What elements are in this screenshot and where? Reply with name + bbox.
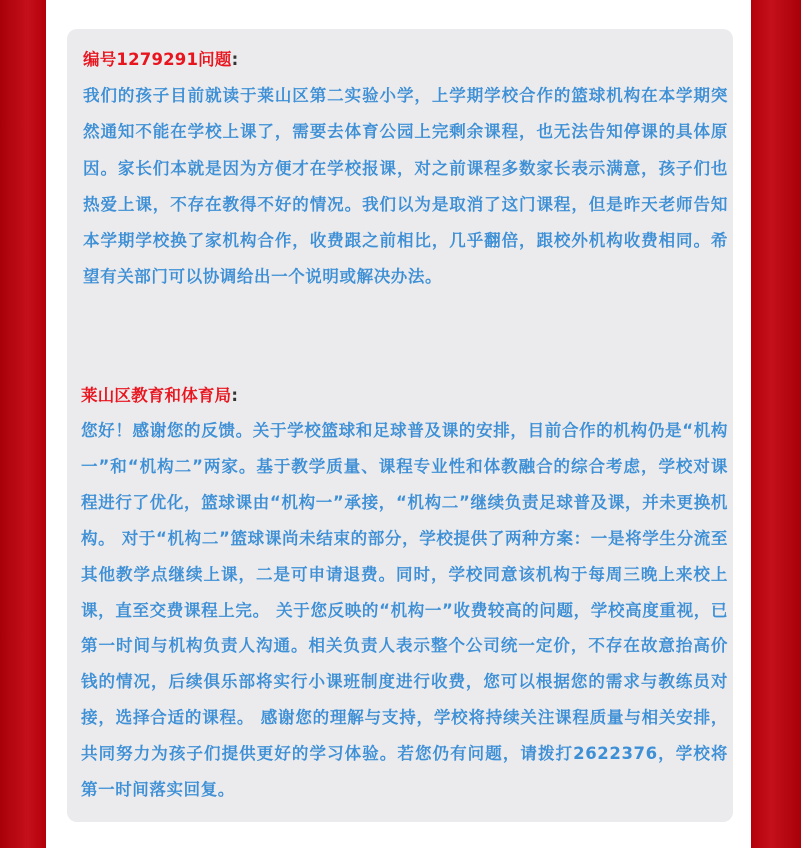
question-section [83, 49, 728, 296]
answer-section [81, 385, 728, 808]
answer-title-colon: : [231, 386, 239, 405]
question-title [83, 49, 728, 71]
left-red-border [0, 0, 46, 848]
answer-title [81, 385, 728, 407]
right-red-border [751, 0, 801, 848]
question-title-colon: : [231, 50, 239, 69]
answer-body: 您好！感谢您的反馈。关于学校篮球和足球普及课的安排，目前合作的机构仍是“机构一”和“机构二”两家。基于教学质量、课程专业性和体教融合的综合考虑，学校对课程进行了优化，篮球课由“机构一”承接，“机构二”继续负责足球普及课，并未更换机构。 对于“机构二”篮球课尚未结束的部分，学校提供了两种方案：一是将学生分流至其他教学点继续上课，二是可申请退费。同时，学校同意该机构于每周三晚上来校上课，直至交费课程上完。 关于您反映的“机构一”收费较高的问题，学校高度重视，已第一时间与机构负责人沟通。相关负责人表示整个公司统一定价，不存在故意抬高价钱的情况，后续俱乐部将实行小课班制度进行收费，您可以根据您的需求与教练员对接，选择合适的课程。 感谢您的理解与支持，学校将持续关注课程质量与相关安排，共同努力为孩子们提供更好的学习体验。若您仍有问题，请拨打2622376，学校将第一时间落实回复。 [81, 421, 728, 800]
question-body: 我们的孩子目前就读于莱山区第二实验小学，上学期学校合作的篮球机构在本学期突然通知不能在学校上课了，需要去体育公园上完剩余课程，也无法告知停课的具体原因。家长们本就是因为方便才在学校报课，对之前课程多数家长表示满意，孩子们也热爱上课，不存在教得不好的情况。我们以为是取消了这门课程，但是昨天老师告知本学期学校换了家机构合作，收费跟之前相比，几乎翻倍，跟校外机构收费相同。希望有关部门可以协调给出一个说明或解决办法。 [83, 86, 728, 287]
answer-title-text: 莱山区教育和体育局 [81, 386, 232, 405]
question-title-text: 编号1279291问题 [83, 50, 232, 69]
